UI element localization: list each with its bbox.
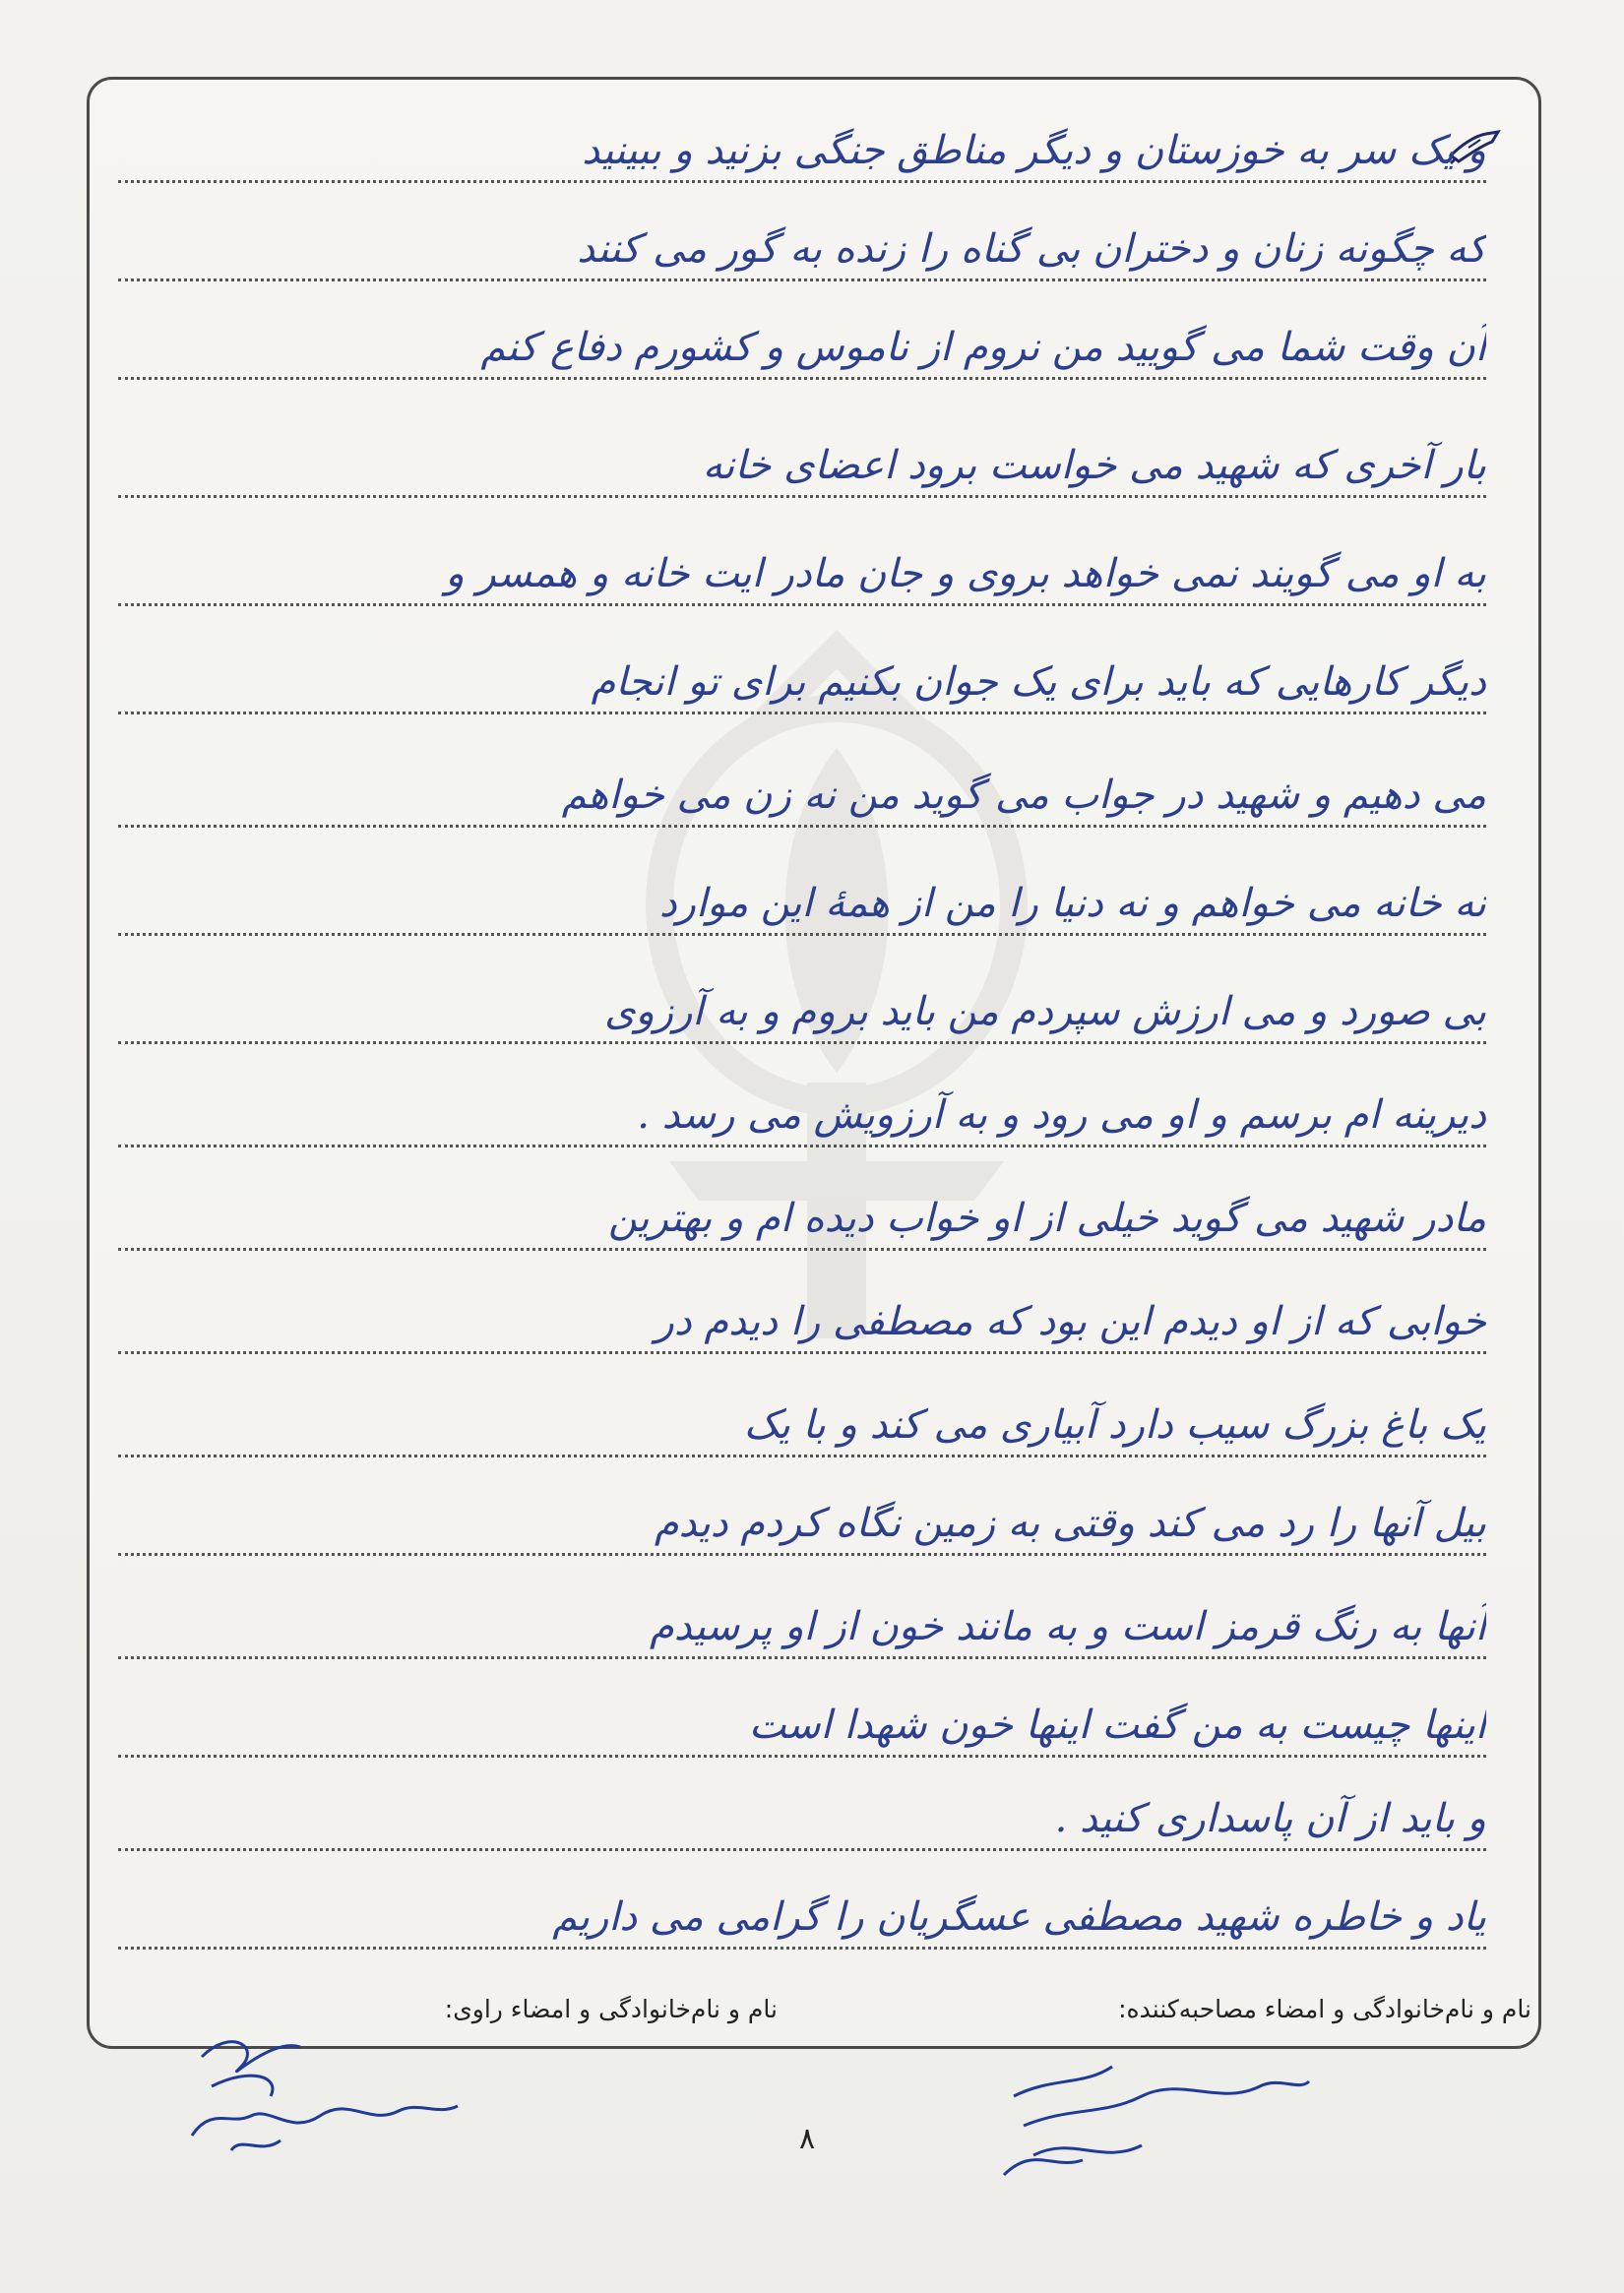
text-line: یاد و خاطره شهید مصطفی عسگریان را گرامی می داریم	[118, 1875, 1486, 1959]
interviewer-signature	[994, 2037, 1319, 2185]
text-line: بار آخری که شهید می خواست برود اعضای خانه	[118, 423, 1486, 508]
text-line: دیگر کارهایی که باید برای یک جوان بکنیم برای تو انجام	[118, 640, 1486, 724]
narrator-label: نام و نام‌خانوادگی و امضاء راوی:	[444, 1995, 778, 2023]
text-line: اینها چیست به من گفت اینها خون شهدا است	[118, 1683, 1486, 1767]
handwritten-body	[118, 0, 1486, 2293]
text-line: آن وقت شما می گویید من نروم از ناموس و کشورم دفاع کنم	[118, 305, 1486, 390]
text-line: به او می گویند نمی خواهد بروی و جان مادر ایت خانه و همسر و	[118, 531, 1486, 616]
page-number: ۸	[798, 2122, 816, 2156]
text-line: و یک سر به خوزستان و دیگر مناطق جنگی بزنید و ببینید	[118, 108, 1486, 193]
text-line: مادر شهید می گوید خیلی از او خواب دیده ام و بهترین	[118, 1176, 1486, 1261]
text-line: نه خانه می خواهم و نه دنیا را من از همهٔ این موارد	[118, 861, 1486, 946]
text-line: و باید از آن پاسداری کنید .	[118, 1776, 1486, 1861]
text-line: بیل آنها را رد می کند وقتی به زمین نگاه کردم دیدم	[118, 1481, 1486, 1566]
text-line: بی صورد و می ارزش سپردم من باید بروم و به آرزوی	[118, 969, 1486, 1054]
interviewer-label: نام و نام‌خانوادگی و امضاء مصاحبه‌کننده:	[1118, 1995, 1531, 2023]
text-line: دیرینه ام برسم و او می رود و به آرزویش می رسد .	[118, 1073, 1486, 1157]
text-line: خوابی که از او دیدم این بود که مصطفی را دیدم در	[118, 1279, 1486, 1364]
text-line: که چگونه زنان و دختران بی گناه را زنده به گور می کنند	[118, 207, 1486, 291]
text-line: آنها به رنگ قرمز است و به مانند خون از او پرسیدم	[118, 1584, 1486, 1669]
text-line: می دهیم و شهید در جواب می گوید من نه زن می خواهم	[118, 753, 1486, 837]
narrator-signature	[172, 2017, 468, 2165]
text-line: یک باغ بزرگ سیب دارد آبیاری می کند و با یک	[118, 1383, 1486, 1467]
